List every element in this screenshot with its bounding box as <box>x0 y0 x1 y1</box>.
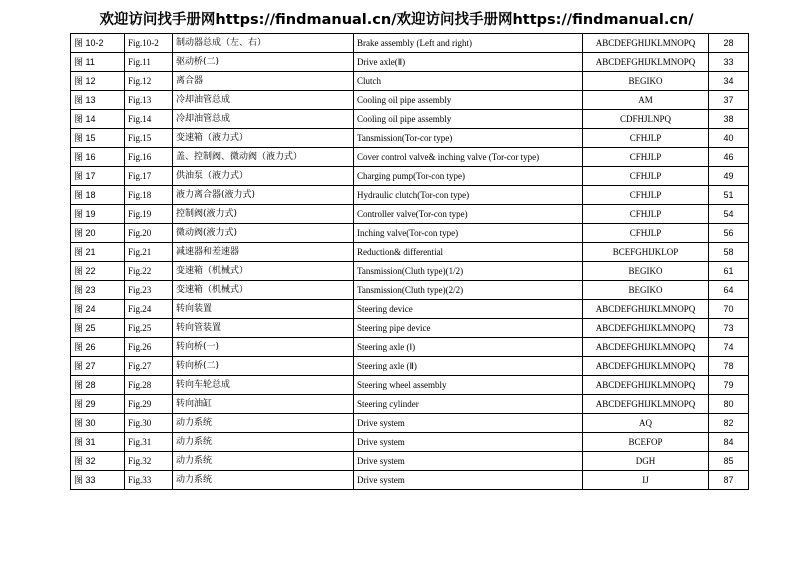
figure-number-en: Fig.22 <box>125 262 173 281</box>
part-name-en: Drive system <box>354 414 583 433</box>
figure-index-table <box>70 33 749 490</box>
table-row <box>71 281 749 300</box>
figure-number-en: Fig.24 <box>125 300 173 319</box>
page-number: 54 <box>709 205 749 224</box>
part-name-cn: 减速器和差速器 <box>173 243 354 262</box>
figure-number-cn: 图 10-2 <box>71 34 125 53</box>
figure-number-en: Fig.33 <box>125 471 173 490</box>
model-codes: CFHJLP <box>583 148 709 167</box>
model-codes: ABCDEFGHIJKLMNOPQ <box>583 338 709 357</box>
figure-number-en: Fig.27 <box>125 357 173 376</box>
part-name-en: Cover control valve& inching valve (Tor-cor type) <box>354 148 583 167</box>
page-number: 34 <box>709 72 749 91</box>
part-name-cn: 转向油缸 <box>173 395 354 414</box>
table-row <box>71 110 749 129</box>
part-name-en: Steering axle (Ⅱ) <box>354 357 583 376</box>
part-name-cn: 转向桥(一) <box>173 338 354 357</box>
figure-number-en: Fig.10-2 <box>125 34 173 53</box>
figure-number-en: Fig.30 <box>125 414 173 433</box>
page-number: 85 <box>709 452 749 471</box>
part-name-en: Clutch <box>354 72 583 91</box>
figure-number-cn: 图 19 <box>71 205 125 224</box>
page-number: 28 <box>709 34 749 53</box>
figure-number-cn: 图 26 <box>71 338 125 357</box>
part-name-cn: 制动器总成（左、右） <box>173 34 354 53</box>
part-name-en: Steering pipe device <box>354 319 583 338</box>
table-row <box>71 129 749 148</box>
page-number: 46 <box>709 148 749 167</box>
part-name-en: Tansmission(Tor-cor type) <box>354 129 583 148</box>
part-name-en: Steering wheel assembly <box>354 376 583 395</box>
page-number: 33 <box>709 53 749 72</box>
page-number: 74 <box>709 338 749 357</box>
page-number: 38 <box>709 110 749 129</box>
table-row <box>71 338 749 357</box>
table-row <box>71 471 749 490</box>
page-number: 37 <box>709 91 749 110</box>
part-name-en: Charging pump(Tor-con type) <box>354 167 583 186</box>
model-codes: AM <box>583 91 709 110</box>
part-name-en: Cooling oil pipe assembly <box>354 110 583 129</box>
model-codes: ABCDEFGHIJKLMNOPQ <box>583 300 709 319</box>
page-number: 73 <box>709 319 749 338</box>
model-codes: ABCDEFGHIJKLMNOPQ <box>583 319 709 338</box>
figure-number-en: Fig.13 <box>125 91 173 110</box>
page-number: 56 <box>709 224 749 243</box>
page-number: 82 <box>709 414 749 433</box>
figure-number-en: Fig.15 <box>125 129 173 148</box>
figure-number-en: Fig.32 <box>125 452 173 471</box>
part-name-cn: 动力系统 <box>173 433 354 452</box>
figure-number-cn: 图 14 <box>71 110 125 129</box>
figure-number-en: Fig.28 <box>125 376 173 395</box>
part-name-cn: 转向桥(二) <box>173 357 354 376</box>
figure-number-cn: 图 16 <box>71 148 125 167</box>
part-name-cn: 动力系统 <box>173 414 354 433</box>
model-codes: ABCDEFGHIJKLMNOPQ <box>583 395 709 414</box>
model-codes: AQ <box>583 414 709 433</box>
figure-number-en: Fig.20 <box>125 224 173 243</box>
page-number: 61 <box>709 262 749 281</box>
table-row <box>71 414 749 433</box>
table-row <box>71 262 749 281</box>
model-codes: ABCDEFGHIJKLMNOPQ <box>583 376 709 395</box>
table-row <box>71 148 749 167</box>
table-row <box>71 72 749 91</box>
table-row <box>71 34 749 53</box>
figure-number-cn: 图 28 <box>71 376 125 395</box>
table-row <box>71 205 749 224</box>
table-row <box>71 452 749 471</box>
table-row <box>71 243 749 262</box>
figure-number-cn: 图 27 <box>71 357 125 376</box>
figure-number-cn: 图 22 <box>71 262 125 281</box>
figure-number-cn: 图 23 <box>71 281 125 300</box>
part-name-cn: 转向管装置 <box>173 319 354 338</box>
figure-number-en: Fig.17 <box>125 167 173 186</box>
part-name-en: Steering device <box>354 300 583 319</box>
figure-number-cn: 图 15 <box>71 129 125 148</box>
watermark-banner: 欢迎访问找手册网https://findmanual.cn/欢迎访问找手册网https://findmanual.cn/ <box>99 12 694 28</box>
part-name-en: Hydraulic clutch(Tor-con type) <box>354 186 583 205</box>
figure-number-en: Fig.16 <box>125 148 173 167</box>
figure-number-cn: 图 31 <box>71 433 125 452</box>
page-number: 64 <box>709 281 749 300</box>
part-name-cn: 驱动桥(二) <box>173 53 354 72</box>
model-codes: BCEFGHIJKLOP <box>583 243 709 262</box>
part-name-cn: 液力离合器(液力式) <box>173 186 354 205</box>
figure-number-en: Fig.12 <box>125 72 173 91</box>
part-name-cn: 冷却油管总成 <box>173 91 354 110</box>
page-number: 87 <box>709 471 749 490</box>
model-codes: ABCDEFGHIJKLMNOPQ <box>583 357 709 376</box>
part-name-en: Drive system <box>354 471 583 490</box>
figure-number-cn: 图 17 <box>71 167 125 186</box>
part-name-en: Steering cylinder <box>354 395 583 414</box>
part-name-en: Reduction& differential <box>354 243 583 262</box>
part-name-en: Controller valve(Tor-con type) <box>354 205 583 224</box>
model-codes: CFHJLP <box>583 224 709 243</box>
part-name-cn: 微动阀(液力式) <box>173 224 354 243</box>
figure-number-en: Fig.11 <box>125 53 173 72</box>
figure-number-cn: 图 18 <box>71 186 125 205</box>
part-name-en: Tansmission(Cluth type)(2/2) <box>354 281 583 300</box>
page-number: 79 <box>709 376 749 395</box>
part-name-en: Drive axle(Ⅱ) <box>354 53 583 72</box>
table-row <box>71 357 749 376</box>
figure-number-cn: 图 29 <box>71 395 125 414</box>
figure-number-cn: 图 24 <box>71 300 125 319</box>
part-name-en: Cooling oil pipe assembly <box>354 91 583 110</box>
page-number: 49 <box>709 167 749 186</box>
model-codes: CFHJLP <box>583 205 709 224</box>
figure-index-body <box>71 34 749 490</box>
part-name-en: Steering axle (Ⅰ) <box>354 338 583 357</box>
figure-number-cn: 图 20 <box>71 224 125 243</box>
part-name-en: Drive system <box>354 433 583 452</box>
figure-number-en: Fig.18 <box>125 186 173 205</box>
part-name-en: Inching valve(Tor-con type) <box>354 224 583 243</box>
part-name-cn: 控制阀(液力式) <box>173 205 354 224</box>
table-row <box>71 224 749 243</box>
figure-number-en: Fig.31 <box>125 433 173 452</box>
page-number: 84 <box>709 433 749 452</box>
table-row <box>71 433 749 452</box>
figure-number-cn: 图 30 <box>71 414 125 433</box>
part-name-en: Drive system <box>354 452 583 471</box>
model-codes: CFHJLP <box>583 129 709 148</box>
page-number: 51 <box>709 186 749 205</box>
page-number: 58 <box>709 243 749 262</box>
figure-number-cn: 图 21 <box>71 243 125 262</box>
figure-number-cn: 图 11 <box>71 53 125 72</box>
part-name-cn: 变速箱（机械式） <box>173 281 354 300</box>
table-row <box>71 395 749 414</box>
part-name-cn: 变速箱（液力式） <box>173 129 354 148</box>
figure-number-cn: 图 13 <box>71 91 125 110</box>
table-row <box>71 376 749 395</box>
figure-number-cn: 图 25 <box>71 319 125 338</box>
model-codes: ABCDEFGHIJKLMNOPQ <box>583 34 709 53</box>
part-name-cn: 动力系统 <box>173 452 354 471</box>
page-number: 78 <box>709 357 749 376</box>
part-name-cn: 供油泵（液力式） <box>173 167 354 186</box>
model-codes: CDFHJLNPQ <box>583 110 709 129</box>
model-codes: BEGIKO <box>583 262 709 281</box>
model-codes: BCEFOP <box>583 433 709 452</box>
part-name-en: Tansmission(Cluth type)(1/2) <box>354 262 583 281</box>
table-row <box>71 167 749 186</box>
part-name-cn: 离合器 <box>173 72 354 91</box>
figure-number-en: Fig.14 <box>125 110 173 129</box>
part-name-cn: 转向车轮总成 <box>173 376 354 395</box>
part-name-cn: 变速箱（机械式） <box>173 262 354 281</box>
model-codes: CFHJLP <box>583 186 709 205</box>
figure-number-en: Fig.25 <box>125 319 173 338</box>
figure-number-cn: 图 33 <box>71 471 125 490</box>
table-row <box>71 300 749 319</box>
figure-number-cn: 图 12 <box>71 72 125 91</box>
part-name-cn: 动力系统 <box>173 471 354 490</box>
figure-number-cn: 图 32 <box>71 452 125 471</box>
figure-number-en: Fig.21 <box>125 243 173 262</box>
page-number: 70 <box>709 300 749 319</box>
part-name-cn: 冷却油管总成 <box>173 110 354 129</box>
table-row <box>71 319 749 338</box>
model-codes: BEGIKO <box>583 281 709 300</box>
figure-number-en: Fig.29 <box>125 395 173 414</box>
figure-number-en: Fig.19 <box>125 205 173 224</box>
model-codes: IJ <box>583 471 709 490</box>
table-row <box>71 53 749 72</box>
figure-number-en: Fig.26 <box>125 338 173 357</box>
part-name-cn: 盖、控制阀、微动阀（液力式） <box>173 148 354 167</box>
figure-number-en: Fig.23 <box>125 281 173 300</box>
model-codes: DGH <box>583 452 709 471</box>
page-number: 40 <box>709 129 749 148</box>
part-name-en: Brake assembly (Left and right) <box>354 34 583 53</box>
model-codes: ABCDEFGHIJKLMNOPQ <box>583 53 709 72</box>
model-codes: BEGIKO <box>583 72 709 91</box>
model-codes: CFHJLP <box>583 167 709 186</box>
part-name-cn: 转向装置 <box>173 300 354 319</box>
table-row <box>71 186 749 205</box>
table-row <box>71 91 749 110</box>
page-number: 80 <box>709 395 749 414</box>
